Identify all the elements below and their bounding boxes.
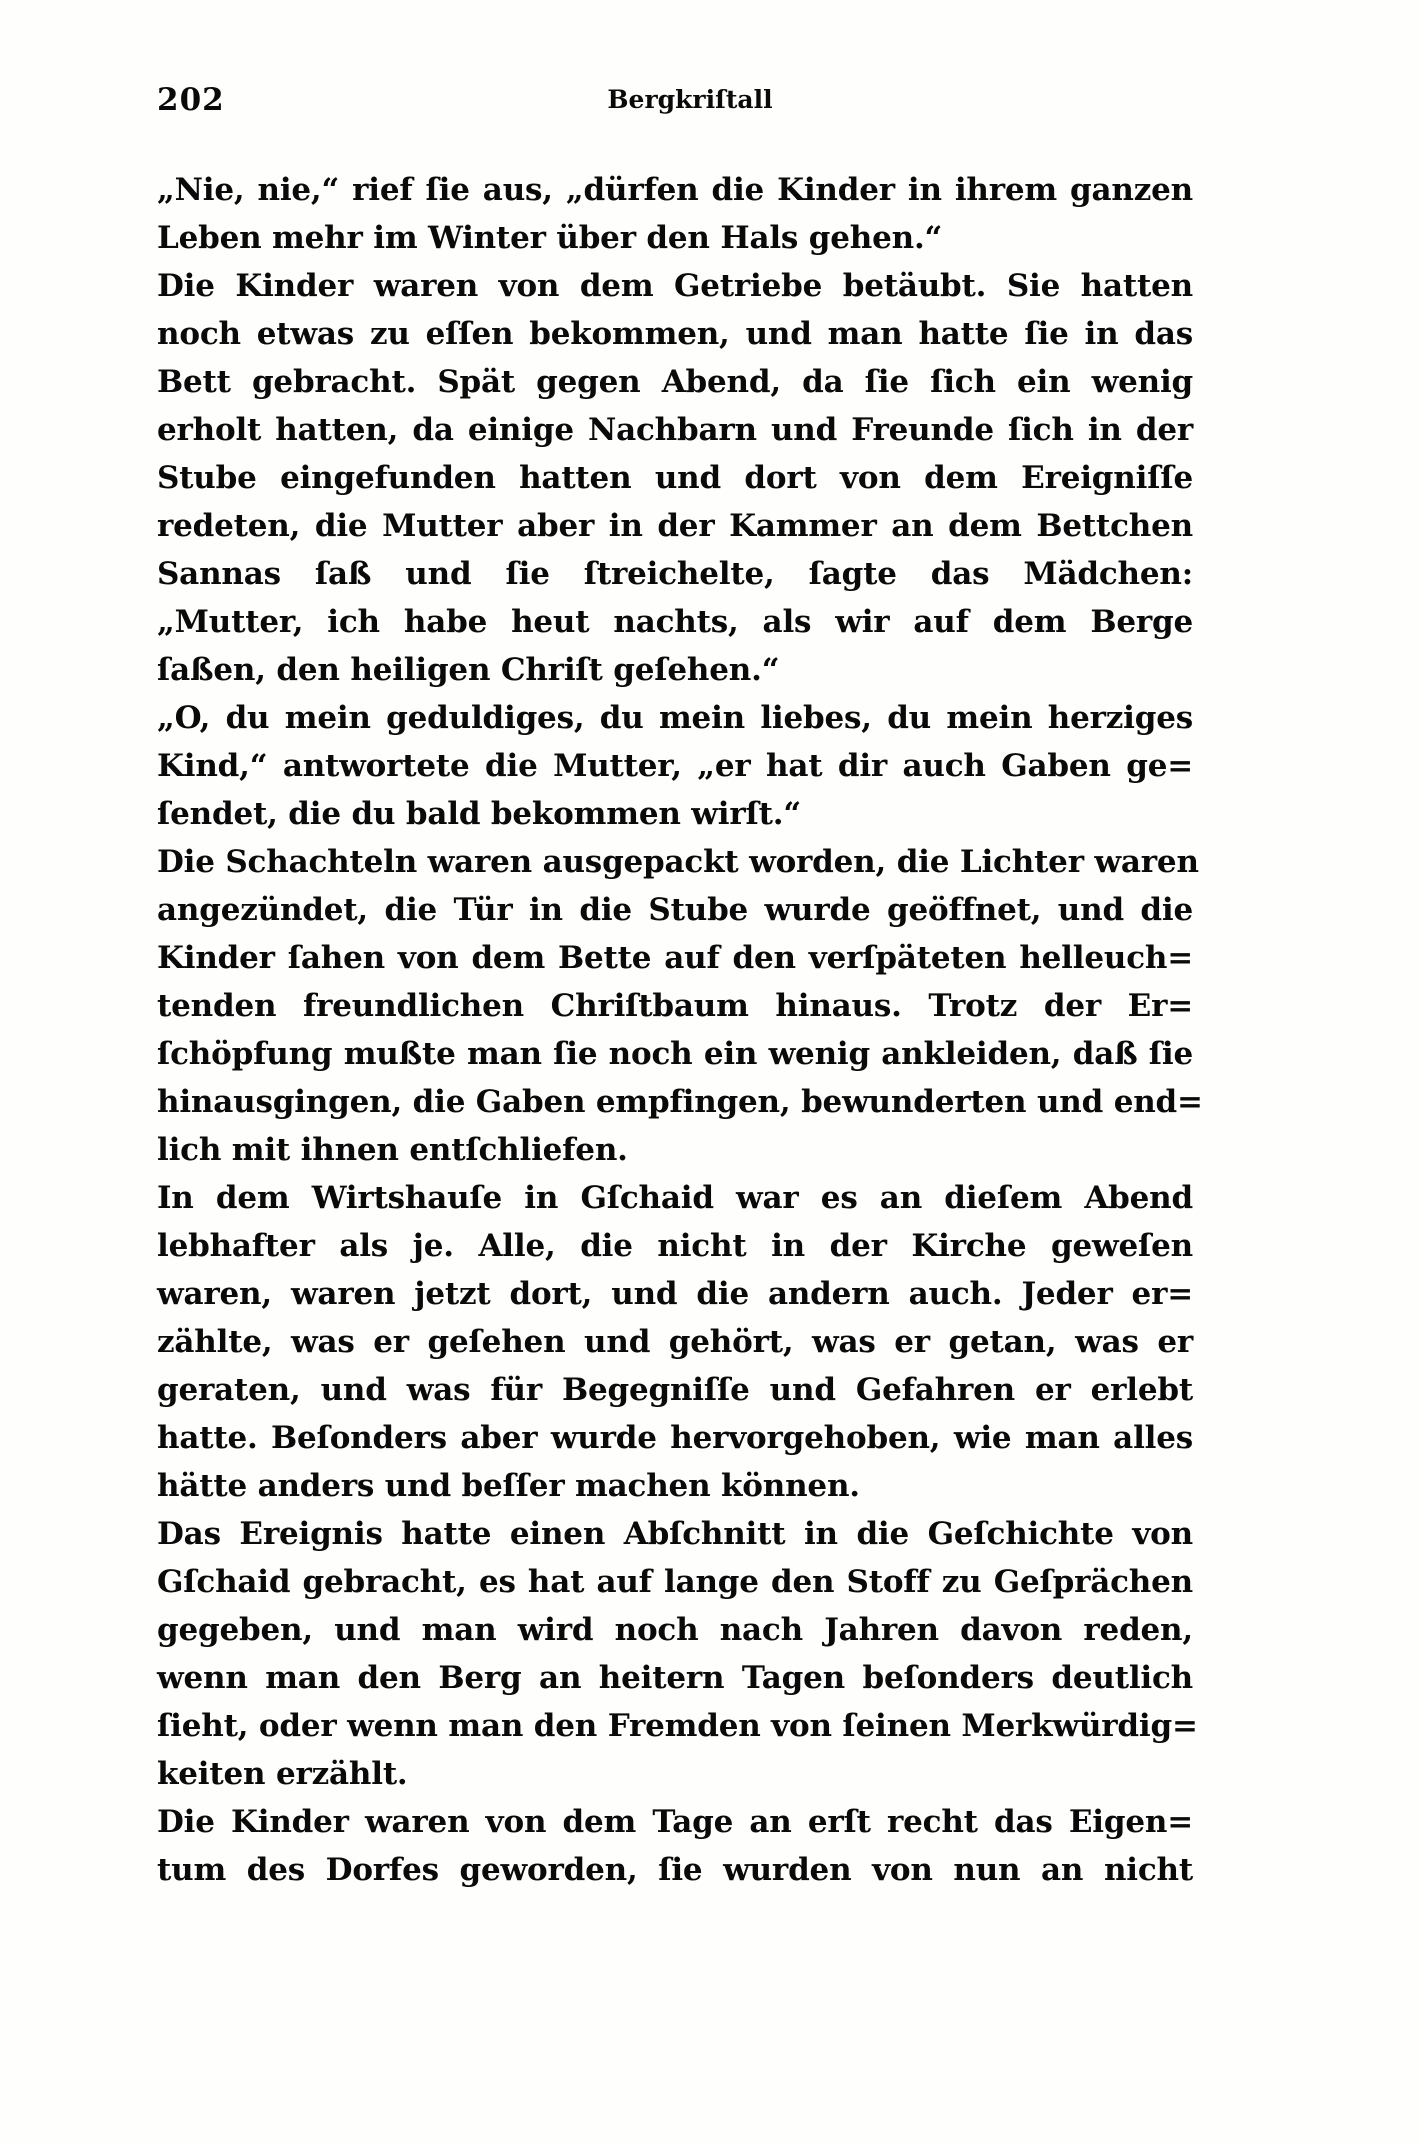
- text-line: wenn man den Berg an heitern Tagen beſonders deutlich: [157, 1660, 1193, 1696]
- text-line: Bett gebracht. Spät gegen Abend, da ſie ſich ein wenig: [157, 364, 1193, 400]
- text-line: „Mutter, ich habe heut nachts, als wir auf dem Berge: [157, 604, 1193, 640]
- text-line: Kind,“ antwortete die Mutter, „er hat dir auch Gaben ge=: [157, 748, 1193, 784]
- paragraph: [157, 166, 1193, 262]
- text-line: Die Kinder waren von dem Tage an erſt recht das Eigen=: [157, 1804, 1193, 1840]
- text-block: [157, 166, 1203, 1894]
- text-line: Die Schachteln waren ausgepackt worden, die Lichter waren: [157, 844, 1199, 880]
- text-line: Leben mehr im Winter über den Hals gehen.“: [157, 220, 943, 256]
- running-title: Bergkriſtall: [607, 85, 773, 114]
- text-line: zählte, was er geſehen und gehört, was er getan, was er: [157, 1324, 1193, 1360]
- paragraph: [157, 1798, 1193, 1894]
- text-line: keiten erzählt.: [157, 1756, 408, 1792]
- text-line: Kinder ſahen von dem Bette auf den verſpäteten helleuch=: [157, 940, 1193, 976]
- text-line: lich mit ihnen entſchliefen.: [157, 1132, 628, 1168]
- text-line: ſaßen, den heiligen Chriſt geſehen.“: [157, 652, 780, 688]
- text-line: erholt hatten, da einige Nachbarn und Freunde ſich in der: [157, 412, 1193, 448]
- text-line: „O, du mein geduldiges, du mein liebes, du mein herziges: [157, 700, 1193, 736]
- text-line: hatte. Beſonders aber wurde hervorgehoben, wie man alles: [157, 1420, 1193, 1456]
- text-line: hinausgingen, die Gaben empfingen, bewunderten und end=: [157, 1084, 1203, 1120]
- text-line: geraten, und was für Begegniſſe und Gefahren er erlebt: [157, 1372, 1193, 1408]
- text-line: Stube eingefunden hatten und dort von dem Ereigniſſe: [157, 460, 1193, 496]
- page-header: [157, 82, 1193, 126]
- text-line: Das Ereignis hatte einen Abſchnitt in die Geſchichte von: [157, 1516, 1193, 1552]
- paragraph: [157, 694, 1193, 838]
- page-number: 202: [157, 82, 225, 118]
- paragraph: [157, 838, 1203, 1174]
- text-line: hätte anders und beſſer machen können.: [157, 1468, 860, 1504]
- text-line: tum des Dorfes geworden, ſie wurden von nun an nicht: [157, 1852, 1193, 1888]
- text-line: ſendet, die du bald bekommen wirſt.“: [157, 796, 801, 832]
- text-line: noch etwas zu eſſen bekommen, und man hatte ſie in das: [157, 316, 1193, 352]
- paragraph: [157, 1510, 1198, 1798]
- text-line: Die Kinder waren von dem Getriebe betäubt. Sie hatten: [157, 268, 1193, 304]
- text-line: Sannas ſaß und ſie ſtreichelte, ſagte das Mädchen:: [157, 556, 1193, 592]
- text-line: ſchöpfung mußte man ſie noch ein wenig ankleiden, daß ſie: [157, 1036, 1193, 1072]
- text-line: redeten, die Mutter aber in der Kammer an dem Bettchen: [157, 508, 1193, 544]
- text-line: ſieht, oder wenn man den Fremden von ſeinen Merkwürdig=: [157, 1708, 1198, 1744]
- text-line: In dem Wirtshauſe in Gſchaid war es an dieſem Abend: [157, 1180, 1193, 1216]
- text-line: Gſchaid gebracht, es hat auf lange den Stoff zu Geſprächen: [157, 1564, 1193, 1600]
- text-line: angezündet, die Tür in die Stube wurde geöffnet, und die: [157, 892, 1193, 928]
- text-line: gegeben, und man wird noch nach Jahren davon reden,: [157, 1612, 1193, 1648]
- text-line: tenden freundlichen Chriſtbaum hinaus. Trotz der Er=: [157, 988, 1193, 1024]
- text-line: waren, waren jetzt dort, und die andern auch. Jeder er=: [157, 1276, 1193, 1312]
- paragraph: [157, 262, 1193, 694]
- text-line: „Nie, nie,“ rief ſie aus, „dürfen die Kinder in ihrem ganzen: [157, 172, 1193, 208]
- text-line: lebhafter als je. Alle, die nicht in der Kirche geweſen: [157, 1228, 1193, 1264]
- paragraph: [157, 1174, 1193, 1510]
